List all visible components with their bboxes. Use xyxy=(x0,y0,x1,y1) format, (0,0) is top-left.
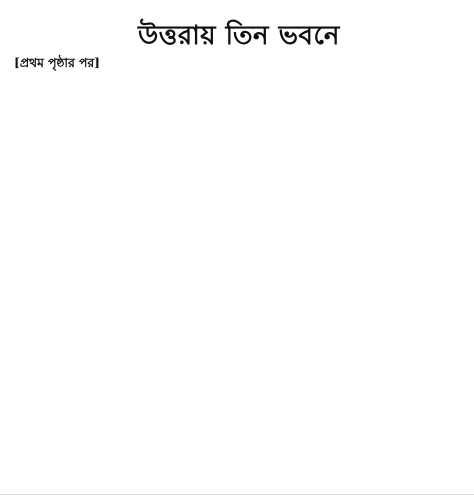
article-paragraph xyxy=(14,196,464,212)
article-body xyxy=(14,55,464,212)
article-paragraph xyxy=(14,181,464,197)
article-headline: উত্তরায় তিন ভবনে xyxy=(138,21,340,51)
previous-article-tail xyxy=(14,4,464,18)
article-paragraph xyxy=(14,165,464,181)
article-paragraph xyxy=(14,87,464,103)
article-paragraph xyxy=(14,150,464,166)
article-paragraph xyxy=(14,118,464,134)
article-paragraph xyxy=(14,72,464,88)
continued-from-front-page: [প্রথম পৃষ্ঠার পর] xyxy=(14,55,100,70)
article-paragraph xyxy=(14,103,464,119)
article-paragraph xyxy=(14,134,464,150)
article-paragraph xyxy=(14,55,464,72)
